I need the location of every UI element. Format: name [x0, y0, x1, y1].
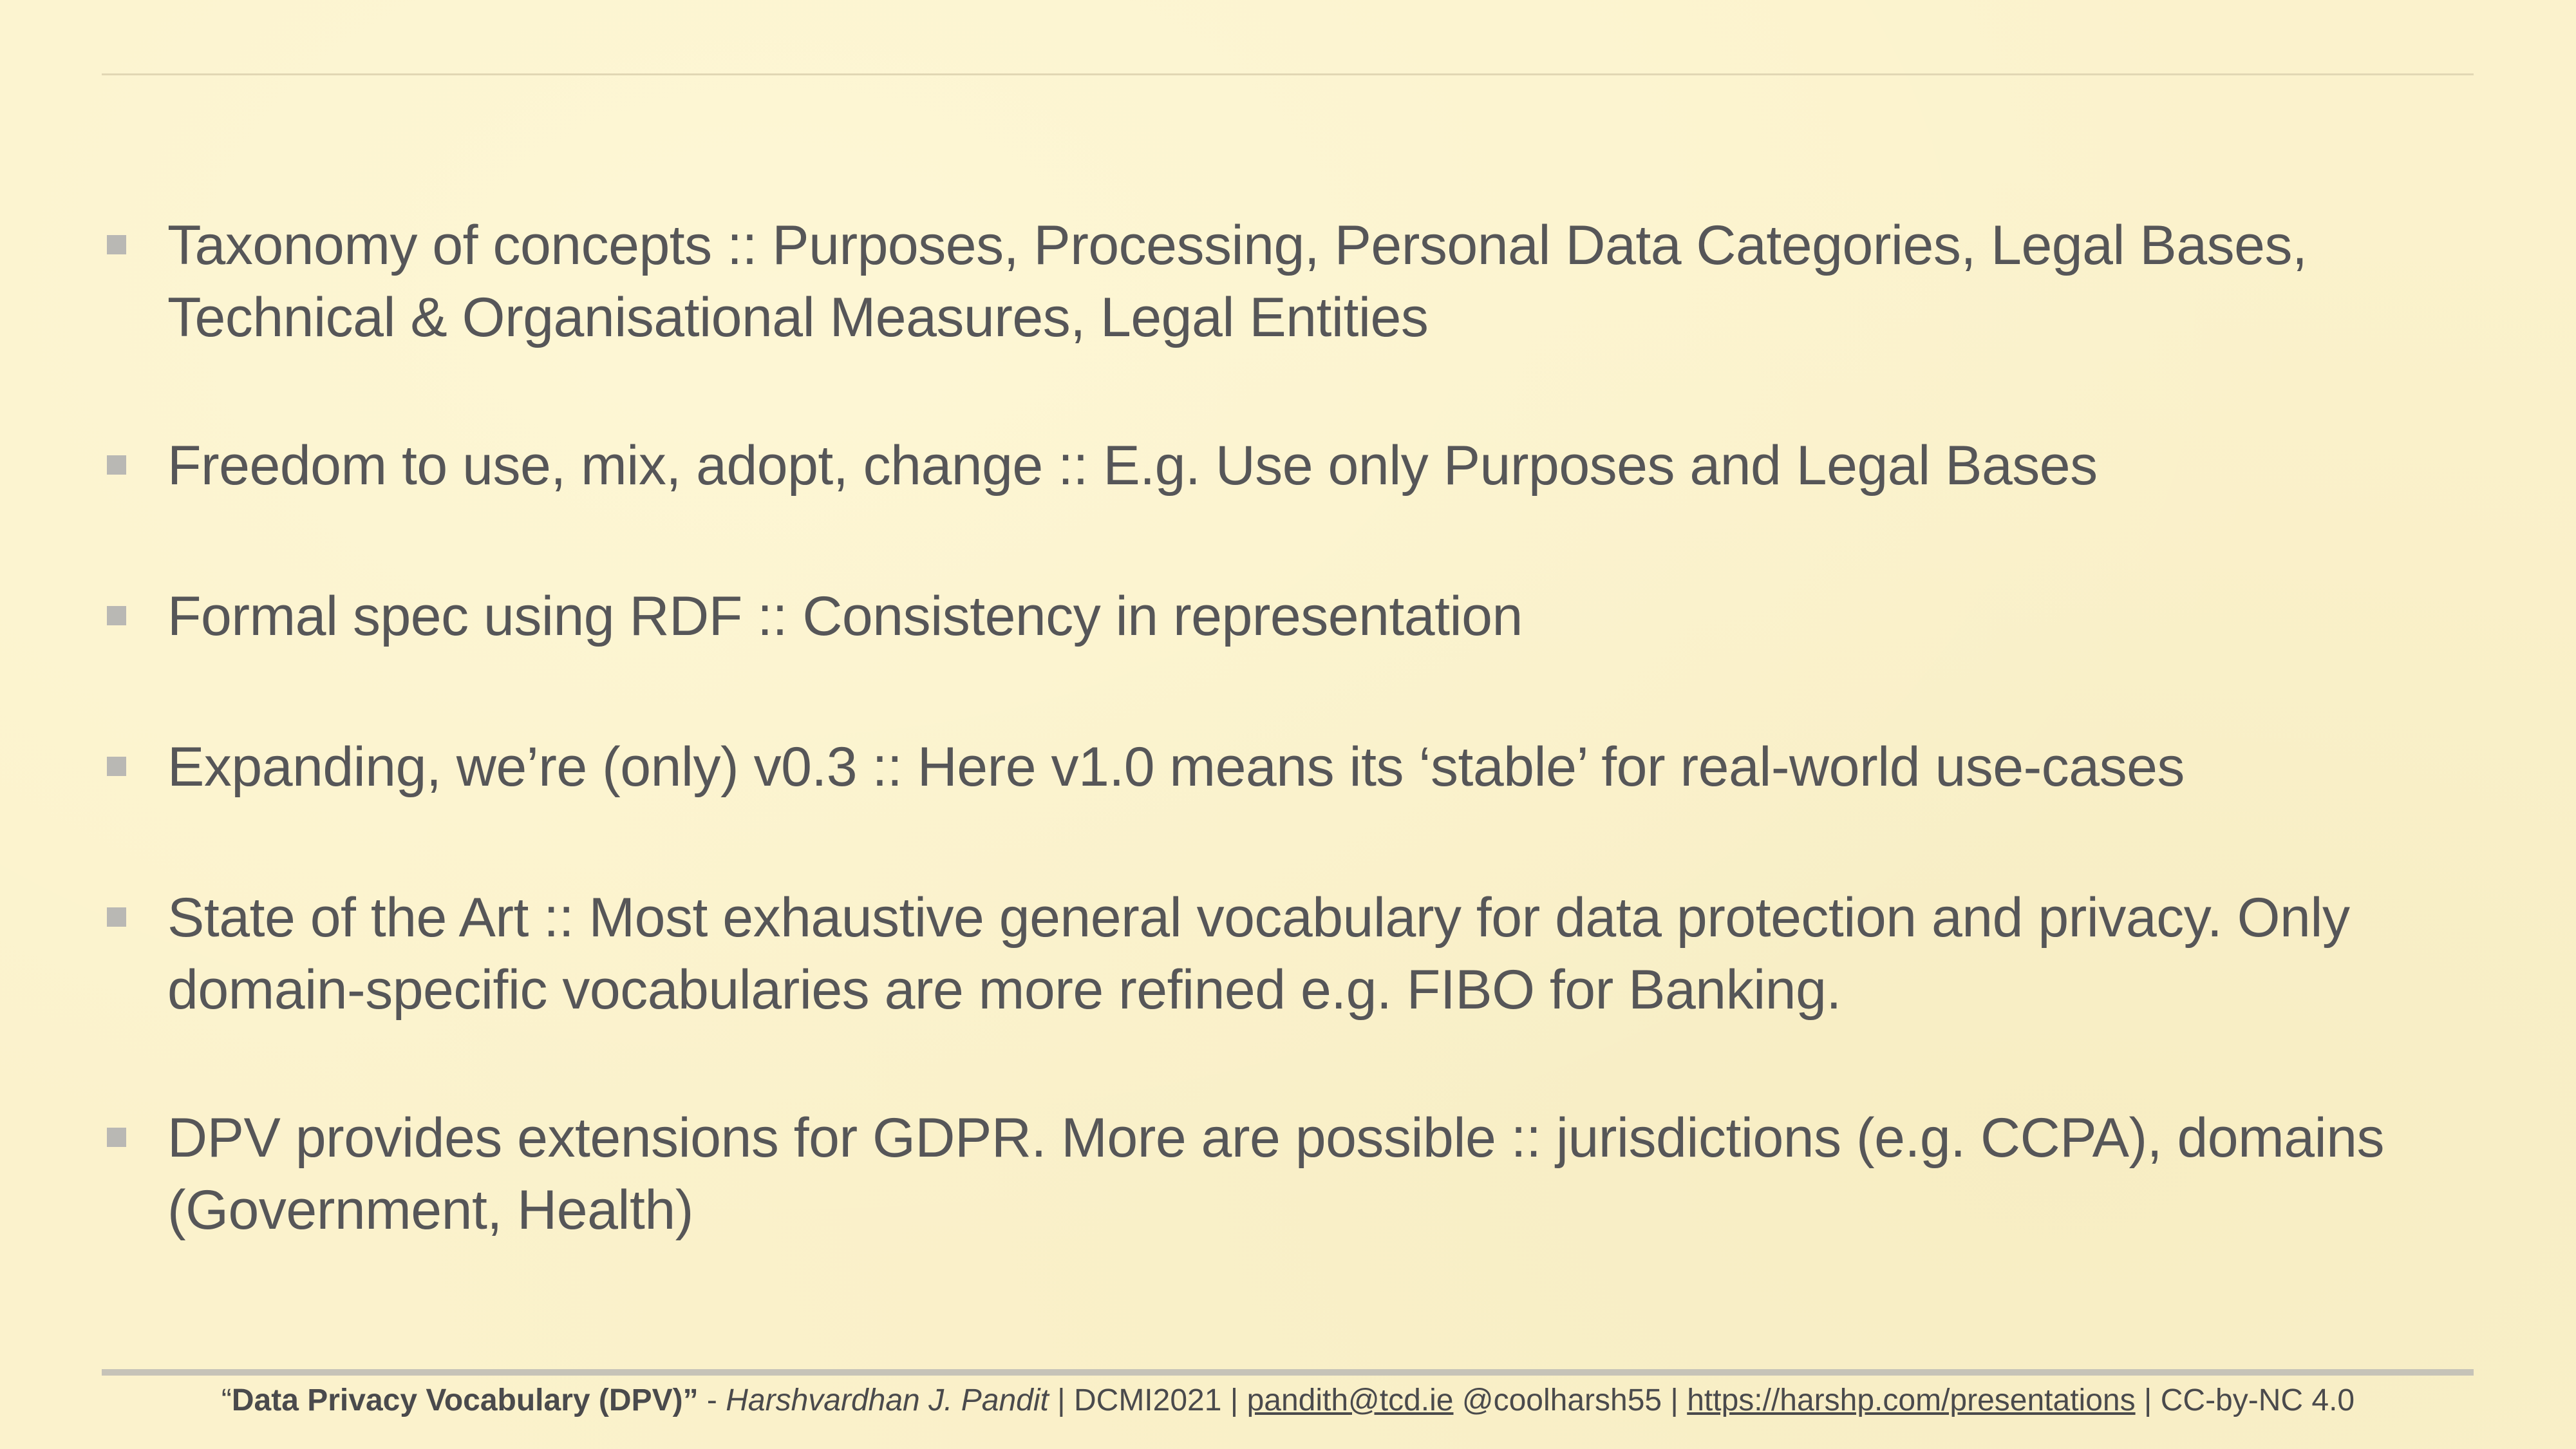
- footer-email-link[interactable]: pandith@tcd.ie: [1246, 1383, 1454, 1417]
- square-bullet-icon: [107, 907, 126, 927]
- bullet-item: [102, 430, 2484, 502]
- bullet-list: [102, 209, 2484, 1246]
- footer-license: CC-by-NC 4.0: [2160, 1383, 2355, 1417]
- footer-author: Harshvardhan J. Pandit: [726, 1383, 1049, 1417]
- footer-separator: |: [1662, 1383, 1688, 1417]
- footer-handle: @coolharsh55: [1453, 1383, 1662, 1417]
- bullet-item: [102, 882, 2484, 1026]
- footer-divider: [102, 1369, 2474, 1376]
- bullet-item: [102, 580, 2484, 652]
- footer-separator: |: [2135, 1383, 2161, 1417]
- square-bullet-icon: [107, 455, 126, 475]
- bullet-text-line: Technical & Organisational Measures, Legal Entities: [167, 287, 1429, 348]
- bullet-text-line: Taxonomy of concepts :: Purposes, Processing, Personal Data Categories, Legal Bases,: [167, 214, 2308, 276]
- square-bullet-icon: [107, 757, 126, 776]
- footer-separator: |: [1221, 1383, 1247, 1417]
- bullet-text-line: domain-specific vocabularies are more refined e.g. FIBO for Banking.: [167, 959, 1841, 1021]
- bullet-item: [102, 731, 2484, 803]
- square-bullet-icon: [107, 606, 126, 625]
- footer-url-link[interactable]: https://harshp.com/presentations: [1687, 1383, 2136, 1417]
- footer-separator: |: [1048, 1383, 1074, 1417]
- footer-open-quote: “: [221, 1383, 232, 1417]
- footer-title: Data Privacy Vocabulary (DPV)”: [231, 1383, 699, 1417]
- bullet-item: [102, 209, 2484, 354]
- bullet-item: [102, 1102, 2484, 1246]
- top-divider: [102, 73, 2474, 75]
- bullet-text-line: Freedom to use, mix, adopt, change :: E.g. Use only Purposes and Legal Bases: [167, 435, 2098, 497]
- slide-footer: [0, 1378, 2576, 1423]
- bullet-text-line: Formal spec using RDF :: Consistency in representation: [167, 585, 1523, 647]
- bullet-text-line: DPV provides extensions for GDPR. More are possible :: jurisdictions (e.g. CCPA), domains: [167, 1107, 2385, 1169]
- bullet-text-line: (Government, Health): [167, 1179, 693, 1241]
- bullet-text-line: State of the Art :: Most exhaustive general vocabulary for data protection and privacy. Only: [167, 887, 2350, 949]
- square-bullet-icon: [107, 235, 126, 254]
- footer-event: DCMI2021: [1073, 1383, 1222, 1417]
- footer-dash: -: [698, 1383, 726, 1417]
- bullet-text-line: Expanding, we’re (only) v0.3 :: Here v1.0 means its ‘stable’ for real-world use-cases: [167, 736, 2185, 798]
- square-bullet-icon: [107, 1128, 126, 1147]
